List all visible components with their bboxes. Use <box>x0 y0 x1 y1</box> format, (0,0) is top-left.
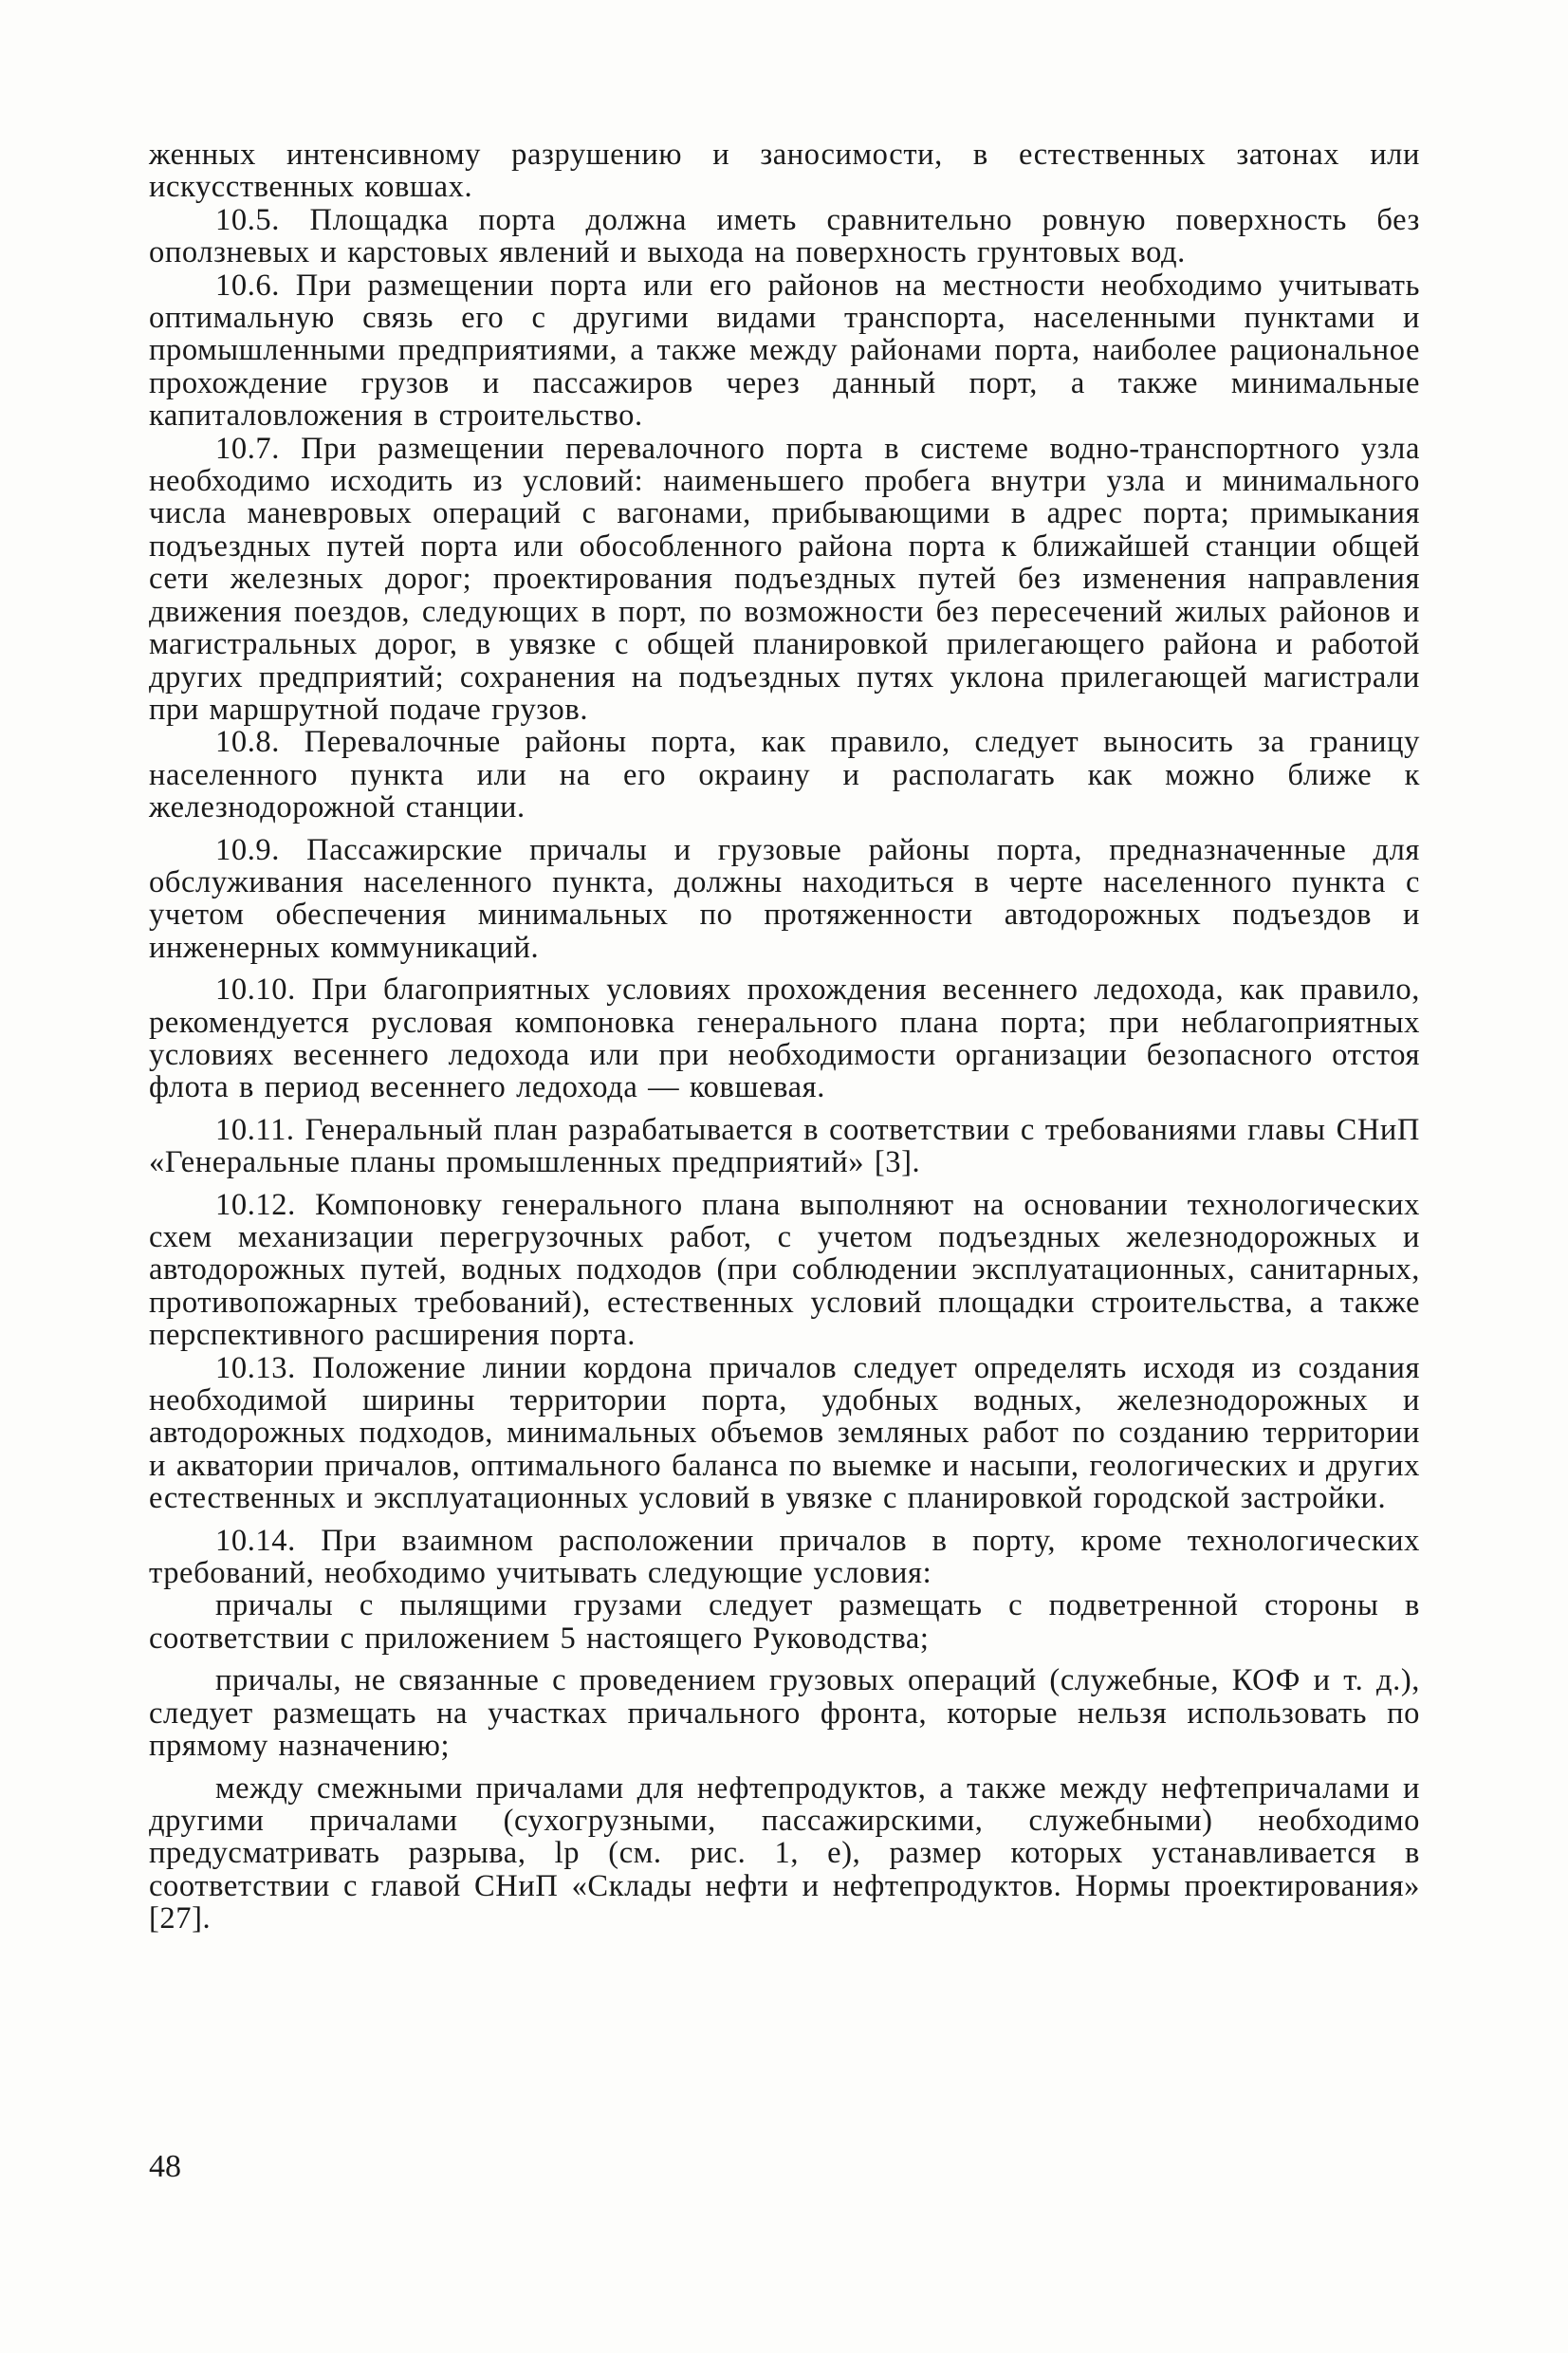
list-item-oil-berths: между смежными причалами для нефтепродуктов, а также между нефтепричалами и другими причалами (сухогрузными, пассажирскими, служебными) необходимо предусматривать разрыва, lр (см. рис. 1, е), размер которых устанавливается в соответствии с главой СНиП «Склады нефти и нефтепродуктов. Нормы проектирования» [27]. <box>149 1770 1420 1936</box>
paragraph-10-11: 10.11. Генеральный план разрабатывается в соответствии с требованиями главы СНиП «Генеральные планы промышленных предприятий» [3]. <box>149 1112 1420 1180</box>
paragraph-10-7: 10.7. При размещении перевалочного порта в системе водно-транспортного узла необходимо исходить из условий: наименьшего пробега внутри узла и минимального числа маневровых операций с вагонами, прибывающими в адрес порта; примыкания подъездных путей порта или обособленного района порта к ближайшей станции общей сети железных дорог; проектирования подъездных путей без изменения направления движения поездов, следующих в порт, по возможности без пересечений жилых районов и магистральных дорог, в увязке с общей планировкой прилегающего района и работой других предприятий; сохранения на подъездных путях уклона прилегающей магистрали при маршрутной подаче грузов. <box>149 431 1420 727</box>
list-item-non-cargo-berths: причалы, не связанные с проведением грузовых операций (служебные, КОФ и т. д.), следует размещать на участках причального фронта, которые нельзя использовать по прямому назначению; <box>149 1663 1420 1764</box>
page-number: 48 <box>149 2149 181 2184</box>
paragraph: женных интенсивному разрушению и заносимости, в естественных затонах или искусственных ковшах. <box>149 138 1420 205</box>
paragraph-10-14: 10.14. При взаимном расположении причалов в порту, кроме технологических требований, необходимо учитывать следующие условия: <box>149 1523 1420 1591</box>
paragraph-10-8: 10.8. Перевалочные районы порта, как правило, следует выносить за границу населенного пункта или на его окраину и располагать как можно ближе к железнодорожной станции. <box>149 725 1420 825</box>
paragraph-10-6: 10.6. При размещении порта или его районов на местности необходимо учитывать оптимальную связь его с другими видами транспорта, населенными пунктами и промышленными предприятиями, а также между районами порта, наиболее рациональное прохождение грузов и пассажиров через данный порт, а также минимальные капиталовложения в строительство. <box>149 268 1420 434</box>
paragraph-10-13: 10.13. Положение линии кордона причалов следует определять исходя из создания необходимой ширины территории порта, удобных водных, железнодорожных и автодорожных подходов, минимальных объемов земляных работ по созданию территории и акватории причалов, оптимального баланса по выемке и насыпи, геологических и других естественных и эксплуатационных условий в увязке с планировкой городской застройки. <box>149 1350 1420 1516</box>
paragraph-10-5: 10.5. Площадка порта должна иметь сравнительно ровную поверхность без оползневых и карстовых явлений и выхода на поверхность грунтовых вод. <box>149 202 1420 270</box>
paragraph-10-9: 10.9. Пассажирские причалы и грузовые районы порта, предназначенные для обслуживания населенного пункта, должны находиться в черте населенного пункта с учетом обеспечения минимальных по протяженности автодорожных подъездов и инженерных коммуникаций. <box>149 832 1420 965</box>
list-item-dusty-cargo: причалы с пылящими грузами следует размещать с подветренной стороны в соответствии с приложением 5 настоящего Руководства; <box>149 1588 1420 1656</box>
body-text <box>149 139 1420 1936</box>
paragraph-10-10: 10.10. При благоприятных условиях прохождения весеннего ледохода, как правило, рекомендуется русловая компоновка генерального плана порта; при неблагоприятных условиях весеннего ледохода или при необходимости организации безопасного отстоя флота в период весеннего ледохода — ковшевая. <box>149 973 1420 1105</box>
paragraph-10-12: 10.12. Компоновку генерального плана выполняют на основании технологических схем механизации перегрузочных работ, с учетом подъездных железнодорожных и автодорожных путей, водных подходов (при соблюдении эксплуатационных, санитарных, противопожарных требований), естественных условий площадки строительства, а также перспективного расширения порта. <box>149 1187 1420 1353</box>
